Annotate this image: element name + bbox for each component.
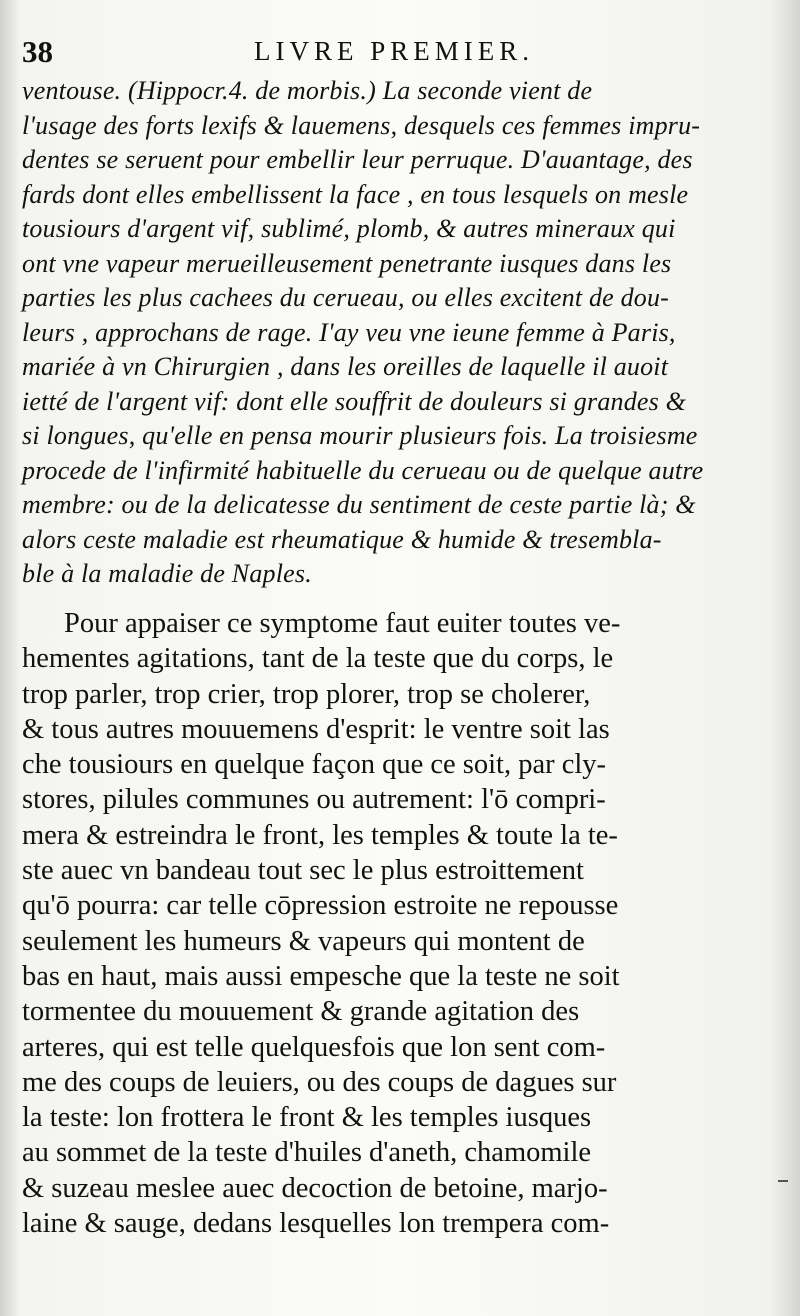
text-line: l'usage des forts lexifs & lauemens, desquels ces femmes impru- [22, 110, 701, 140]
text-line: Pour appaiser ce symptome faut euiter toutes ve- [64, 608, 621, 639]
text-line: mariée à vn Chirurgien , dans les oreilles de laquelle il auoit [22, 352, 669, 381]
page-number: 38 [22, 34, 53, 69]
page-edge-mark [778, 1180, 788, 1182]
text-line: la teste: lon frottera le front & les temples iusques [22, 1102, 592, 1134]
text-line: & suzeau meslee auec decoction de betoine, marjo- [22, 1172, 608, 1204]
text-line: seulement les humeurs & vapeurs qui montent de [22, 925, 585, 957]
text-line: stores, pilules communes ou autrement: l'ō compri- [22, 784, 606, 816]
text-line: tousiours d'argent vif, sublimé, plomb, & autres mineraux qui [22, 214, 676, 243]
text-line: leurs , approchans de rage. I'ay veu vne ieune femme à Paris, [22, 317, 676, 347]
text-line: trop parler, trop crier, trop plorer, trop se cholerer, [22, 678, 591, 710]
roman-paragraph [22, 606, 792, 1241]
text-line: fards dont elles embellissent la face , en tous lesquels on mesle [22, 179, 689, 209]
text-line: laine & sauge, dedans lesquelles lon trempera com- [22, 1208, 610, 1240]
text-line: ont vne vapeur merueilleusement penetrante iusques dans les [22, 248, 672, 278]
text-line: arteres, qui est telle quelquesfois que lon sent com- [22, 1031, 606, 1063]
text-line: tormentee du mouuement & grande agitation des [22, 996, 580, 1028]
text-line: & tous autres mouuemens d'esprit: le ventre soit las [22, 713, 610, 745]
text-line: au sommet de la teste d'huiles d'aneth, chamomile [22, 1137, 592, 1169]
running-head [22, 34, 782, 74]
text-line: ventouse. (Hippocr.4. de morbis.) La seconde vient de [22, 76, 593, 105]
text-line: alors ceste maladie est rheumatique & humide & tresembla- [22, 524, 662, 554]
text-line: me des coups de leuiers, ou des coups de dagues sur [22, 1066, 617, 1098]
text-line: bas en haut, mais aussi empesche que la teste ne soit [22, 960, 620, 992]
text-line: si longues, qu'elle en pensa mourir plusieurs fois. La troisiesme [22, 421, 698, 450]
text-line: ietté de l'argent vif: dont elle souffrit de douleurs si grandes & [22, 386, 687, 416]
text-line: membre: ou de la delicatesse du sentiment de ceste partie là; & [22, 490, 696, 519]
text-line: hementes agitations, tant de la teste que du corps, le [22, 643, 614, 675]
text-line: ble à la maladie de Naples. [22, 559, 312, 588]
text-line: dentes se seruent pour embellir leur perruque. D'auantage, des [22, 145, 693, 174]
text-line: ste auec vn bandeau tout sec le plus estroittement [22, 855, 584, 887]
italic-paragraph [22, 74, 792, 592]
text-line: qu'ō pourra: car telle cōpression estroite ne repousse [22, 890, 619, 922]
text-line: parties les plus cachees du cerueau, ou elles excitent de dou- [22, 283, 670, 312]
text-line: procede de l'infirmité habituelle du cerueau ou de quelque autre [22, 455, 704, 485]
running-title: LIVRE PREMIER. [254, 36, 535, 66]
text-line: mera & estreindra le front, les temples & toute la te- [22, 819, 618, 851]
text-line: che tousiours en quelque façon que ce soit, par cly- [22, 749, 607, 781]
